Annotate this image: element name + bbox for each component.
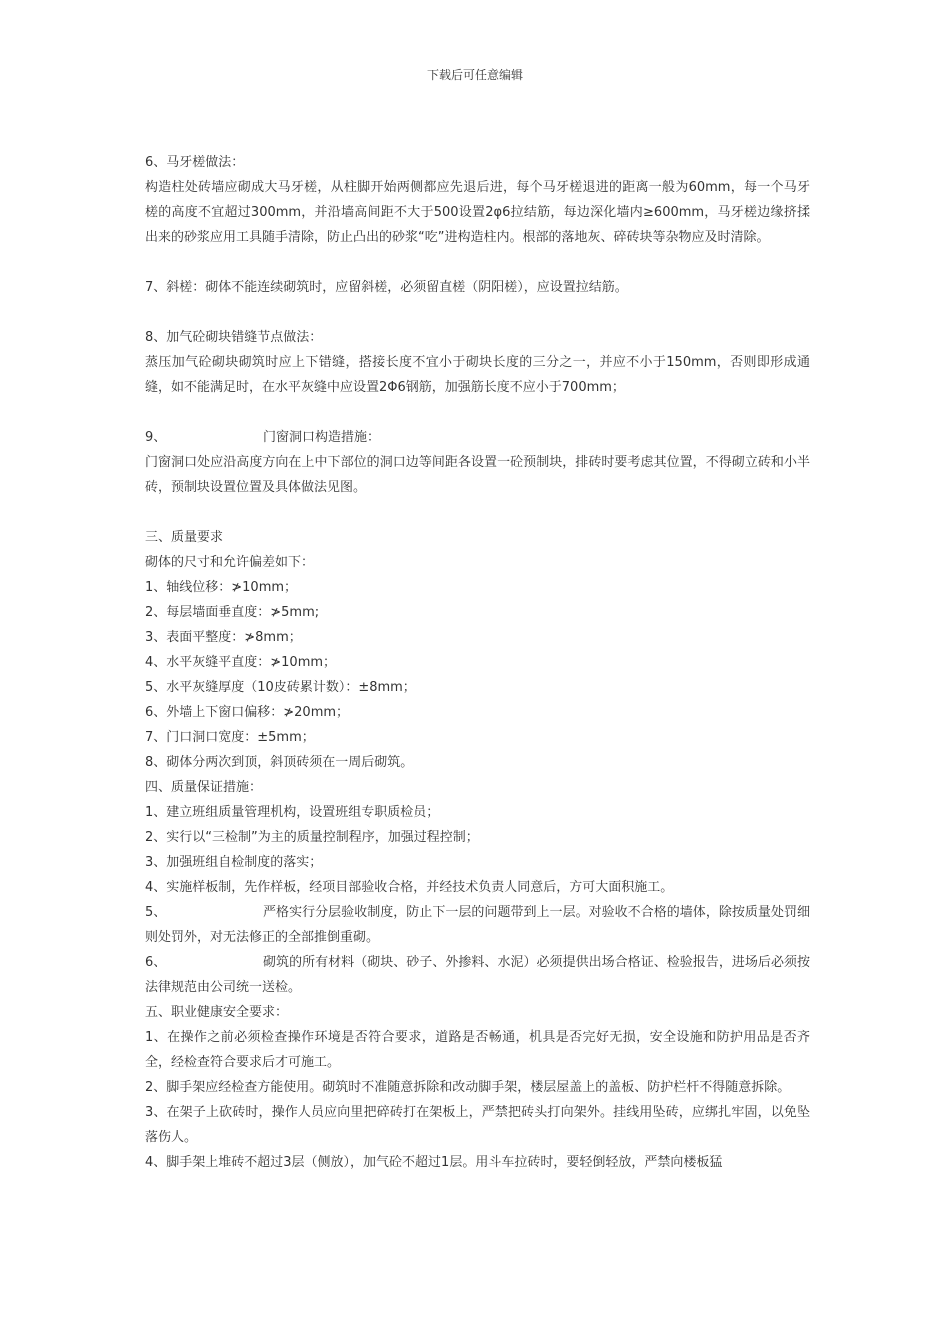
safety-title: 五、职业健康安全要求： (145, 1005, 289, 1020)
assurance-item: 1、建立班组质量管理机构，设置班组专职质检员； (145, 805, 440, 820)
assurance-title: 四、质量保证措施： (145, 780, 263, 795)
section-6-title: 6、马牙槎做法： (145, 155, 245, 170)
section-7: 7、斜槎：砌体不能连续砌筑时，应留斜槎，必须留直槎（阴阳槎），应设置拉结筋。 (145, 280, 628, 295)
quality-item: 1、轴线位移：≯10mm； (145, 580, 298, 595)
section-9-title: 门窗洞口构造措施： (263, 430, 381, 445)
assurance-item-5 (145, 900, 810, 950)
quality-item: 8、砌体分两次到顶，斜顶砖须在一周后砌筑。 (145, 755, 414, 770)
section-9-body: 门窗洞口处应沿高度方向在上中下部位的洞口边等间距各设置一砼预制块，排砖时要考虑其位置，不得砌立砖和小半砖，预制块设置位置及具体做法见图。 (145, 455, 810, 495)
spacer (145, 400, 810, 425)
quality-title: 三、质量要求 (145, 530, 224, 545)
assurance-item: 4、实施样板制，先作样板，经项目部验收合格，并经技术负责人同意后，方可大面积施工。 (145, 880, 674, 895)
assurance-item-5-text: 严格实行分层验收制度，防止下一层的问题带到上一层。对验收不合格的墙体，除按质量处罚细则处罚外，对无法修正的全部推倒重砌。 (145, 905, 810, 945)
assurance-item-6 (145, 950, 810, 1000)
quality-item: 3、表面平整度：≯8mm； (145, 630, 302, 645)
quality-item: 6、外墙上下窗口偏移：≯20mm； (145, 705, 350, 720)
quality-item: 7、门口洞口宽度：±5mm； (145, 730, 315, 745)
section-9-title-line (145, 425, 810, 450)
assurance-item-6-number: 6、 (145, 955, 167, 970)
document-body (145, 150, 810, 1175)
assurance-item-5-number: 5、 (145, 905, 167, 920)
safety-item: 4、脚手架上堆砖不超过3层（侧放），加气砼不超过1层。用斗车拉砖时，要轻倒轻放，严禁向楼板猛 (145, 1155, 723, 1170)
spacer (145, 300, 810, 325)
safety-item: 1、在操作之前必须检查操作环境是否符合要求，道路是否畅通，机具是否完好无损，安全设施和防护用品是否齐全，经检查符合要求后才可施工。 (145, 1030, 810, 1070)
section-9-number: 9、 (145, 430, 167, 445)
spacer (145, 500, 810, 525)
quality-item: 4、水平灰缝平直度：≯10mm； (145, 655, 337, 670)
quality-item: 5、水平灰缝厚度（10皮砖累计数）：±8mm； (145, 680, 416, 695)
assurance-item: 3、加强班组自检制度的落实； (145, 855, 323, 870)
page-header: 下载后可任意编辑 (426, 68, 523, 82)
safety-item: 3、在架子上砍砖时，操作人员应向里把碎砖打在架板上，严禁把砖头打向架外。挂线用坠砖，应绑扎牢固，以免坠落伤人。 (145, 1105, 810, 1145)
quality-item: 2、每层墙面垂直度：≯5mm; (145, 605, 320, 620)
assurance-item-6-text: 砌筑的所有材料（砌块、砂子、外掺料、水泥）必须提供出场合格证、检验报告，进场后必须按法律规范由公司统一送检。 (145, 955, 810, 995)
section-8-body: 蒸压加气砼砌块砌筑时应上下错缝，搭接长度不宜小于砌块长度的三分之一，并应不小于150mm，否则即形成通缝，如不能满足时，在水平灰缝中应设置2Φ6钢筋，加强筋长度不应小于700mm； (145, 355, 810, 395)
section-6-body: 构造柱处砖墙应砌成大马牙槎，从柱脚开始两侧都应先退后进，每个马牙槎退进的距离一般为60mm，每一个马牙槎的高度不宜超过300mm，并沿墙高间距不大于500设置2φ6拉结筋，每边深化墙内≥600mm，马牙槎边缘挤揉出来的砂浆应用工具随手清除，防止凸出的砂浆“吃”进构造柱内。根部的落地灰、碎砖块等杂物应及时清除。 (145, 180, 810, 245)
section-8-title: 8、加气砼砌块错缝节点做法： (145, 330, 323, 345)
spacer (145, 250, 810, 275)
safety-item: 2、脚手架应经检查方能使用。砌筑时不准随意拆除和改动脚手架，楼层屋盖上的盖板、防护栏杆不得随意拆除。 (145, 1080, 791, 1095)
assurance-item: 2、实行以“三检制”为主的质量控制程序，加强过程控制； (145, 830, 479, 845)
quality-intro: 砌体的尺寸和允许偏差如下： (145, 555, 315, 570)
